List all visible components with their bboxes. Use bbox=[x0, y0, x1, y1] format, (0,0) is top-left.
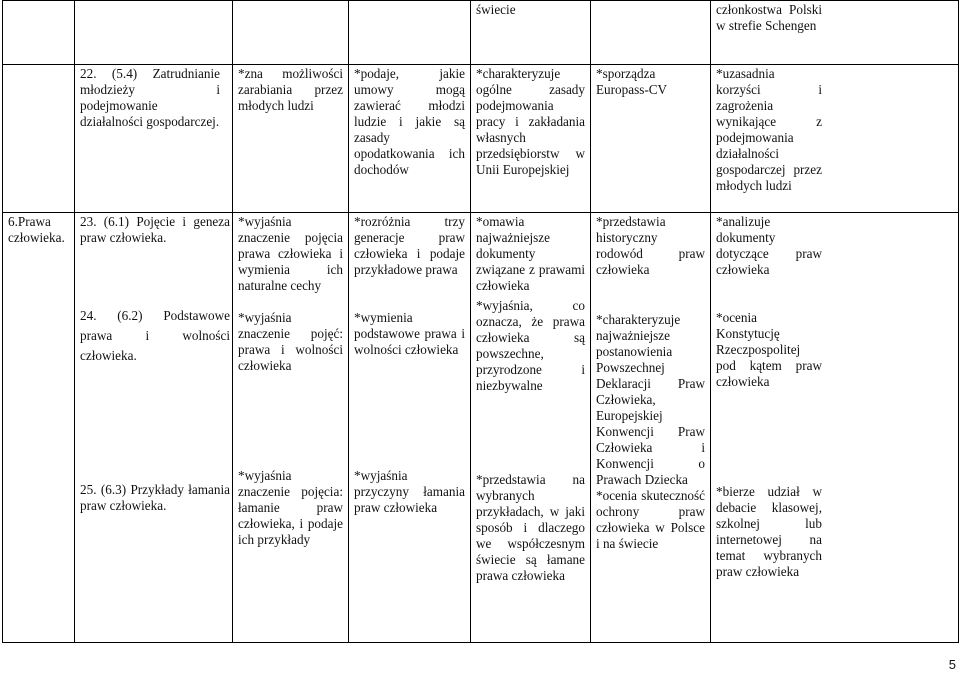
curriculum-table bbox=[2, 0, 959, 643]
cell-achievement-col7 bbox=[711, 1, 959, 65]
req-advanced-24: *wyjaśnia, co oznacza, że prawa człowieka są powszechne, przyrodzone i niezbywalne bbox=[476, 298, 585, 393]
cell-requirement-advanced bbox=[471, 213, 591, 643]
cell-requirement-excellent bbox=[711, 213, 959, 643]
req-extended-23: *rozróżnia trzy generacje praw człowieka i podaje przykładowe prawa bbox=[354, 214, 465, 277]
req-extended-24: *wymienia podstawowe prawa i wolności człowieka bbox=[354, 310, 465, 357]
req-high-25: *ocenia skuteczność ochrony praw człowieka w Polsce i na świecie bbox=[596, 488, 705, 551]
cell-requirement-basic: *zna możliwości zarabiania przez młodych ludzi bbox=[233, 65, 349, 213]
cell-empty bbox=[349, 1, 471, 65]
req-advanced-25: *przedstawia na wybranych przykładach, w jaki sposób i dlaczego we współczesnym świecie są łamane prawa człowieka bbox=[476, 472, 585, 583]
cell-text: *uzasadnia korzyści i zagrożenia wynikające z podejmowania działalności gospodarczej przez młodych ludzi bbox=[716, 66, 822, 193]
cell-empty bbox=[233, 1, 349, 65]
cell-requirement-basic bbox=[233, 213, 349, 643]
topic-24: 24. (6.2) Podstawowe prawa i wolności człowieka. bbox=[80, 308, 230, 363]
page-number: 5 bbox=[948, 657, 956, 672]
cell-section-label bbox=[3, 213, 75, 643]
topic-25: 25. (6.3) Przykłady łamania praw człowieka. bbox=[80, 482, 230, 513]
table-row-section-6 bbox=[3, 213, 959, 643]
cell-empty bbox=[3, 65, 75, 213]
cell-achievement-col5: świecie bbox=[471, 1, 591, 65]
req-high-23: *przedstawia historyczny rodowód praw człowieka bbox=[596, 214, 705, 277]
cell-topic bbox=[75, 65, 233, 213]
topic-22: 22. (5.4) Zatrudnianie młodzieży i podejmowanie działalności gospodarczej. bbox=[80, 66, 220, 129]
topic-23: 23. (6.1) Pojęcie i geneza praw człowieka. bbox=[80, 214, 230, 245]
cell-requirement-high bbox=[591, 213, 711, 643]
cell-requirement-extended: *podaje, jakie umowy mogą zawierać młodzi ludzie i jakie są zasady opodatkowania ich dochodów bbox=[349, 65, 471, 213]
req-basic-24: *wyjaśnia znaczenie pojęć: prawa i wolności człowieka bbox=[238, 310, 343, 373]
cell-text: członkostwa Polski w strefie Schengen bbox=[716, 2, 822, 33]
cell-requirement-extended bbox=[349, 213, 471, 643]
req-excellent-23: *analizuje dokumenty dotyczące praw człowieka bbox=[716, 214, 822, 277]
table-row-continuation bbox=[3, 1, 959, 65]
cell-empty bbox=[75, 1, 233, 65]
req-excellent-25: *bierze udział w debacie klasowej, szkolnej lub internetowej na temat wybranych praw człowieka bbox=[716, 484, 822, 579]
cell-requirement-advanced: *charakteryzuje ogólne zasady podejmowania pracy i zakładania własnych przedsiębiorstw w Unii Europejskiej bbox=[471, 65, 591, 213]
cell-topics bbox=[75, 213, 233, 643]
table-row-topic-22 bbox=[3, 65, 959, 213]
req-basic-25: *wyjaśnia znaczenie pojęcia: łamanie praw człowieka, i podaje ich przykłady bbox=[238, 468, 343, 547]
req-extended-25: *wyjaśnia przyczyny łamania praw człowieka bbox=[354, 468, 465, 515]
req-basic-23: *wyjaśnia znaczenie pojęcia prawa człowieka i wymienia ich naturalne cechy bbox=[238, 214, 343, 293]
req-advanced-23: *omawia najważniejsze dokumenty związane z prawami człowieka bbox=[476, 214, 585, 293]
cell-empty bbox=[3, 1, 75, 65]
cell-empty bbox=[591, 1, 711, 65]
req-excellent-24: *ocenia Konstytucję Rzeczpospolitej pod kątem praw człowieka bbox=[716, 310, 822, 389]
section-6-label: 6.Prawa człowieka. bbox=[8, 214, 65, 245]
cell-requirement-high: *sporządza Europass-CV bbox=[591, 65, 711, 213]
cell-requirement-excellent bbox=[711, 65, 959, 213]
req-high-24: *charakteryzuje najważniejsze postanowienia Powszechnej Deklaracji Praw Człowieka, Europejskiej Konwencji Praw Człowieka i Konwencji o Prawach Dziecka bbox=[596, 312, 705, 487]
